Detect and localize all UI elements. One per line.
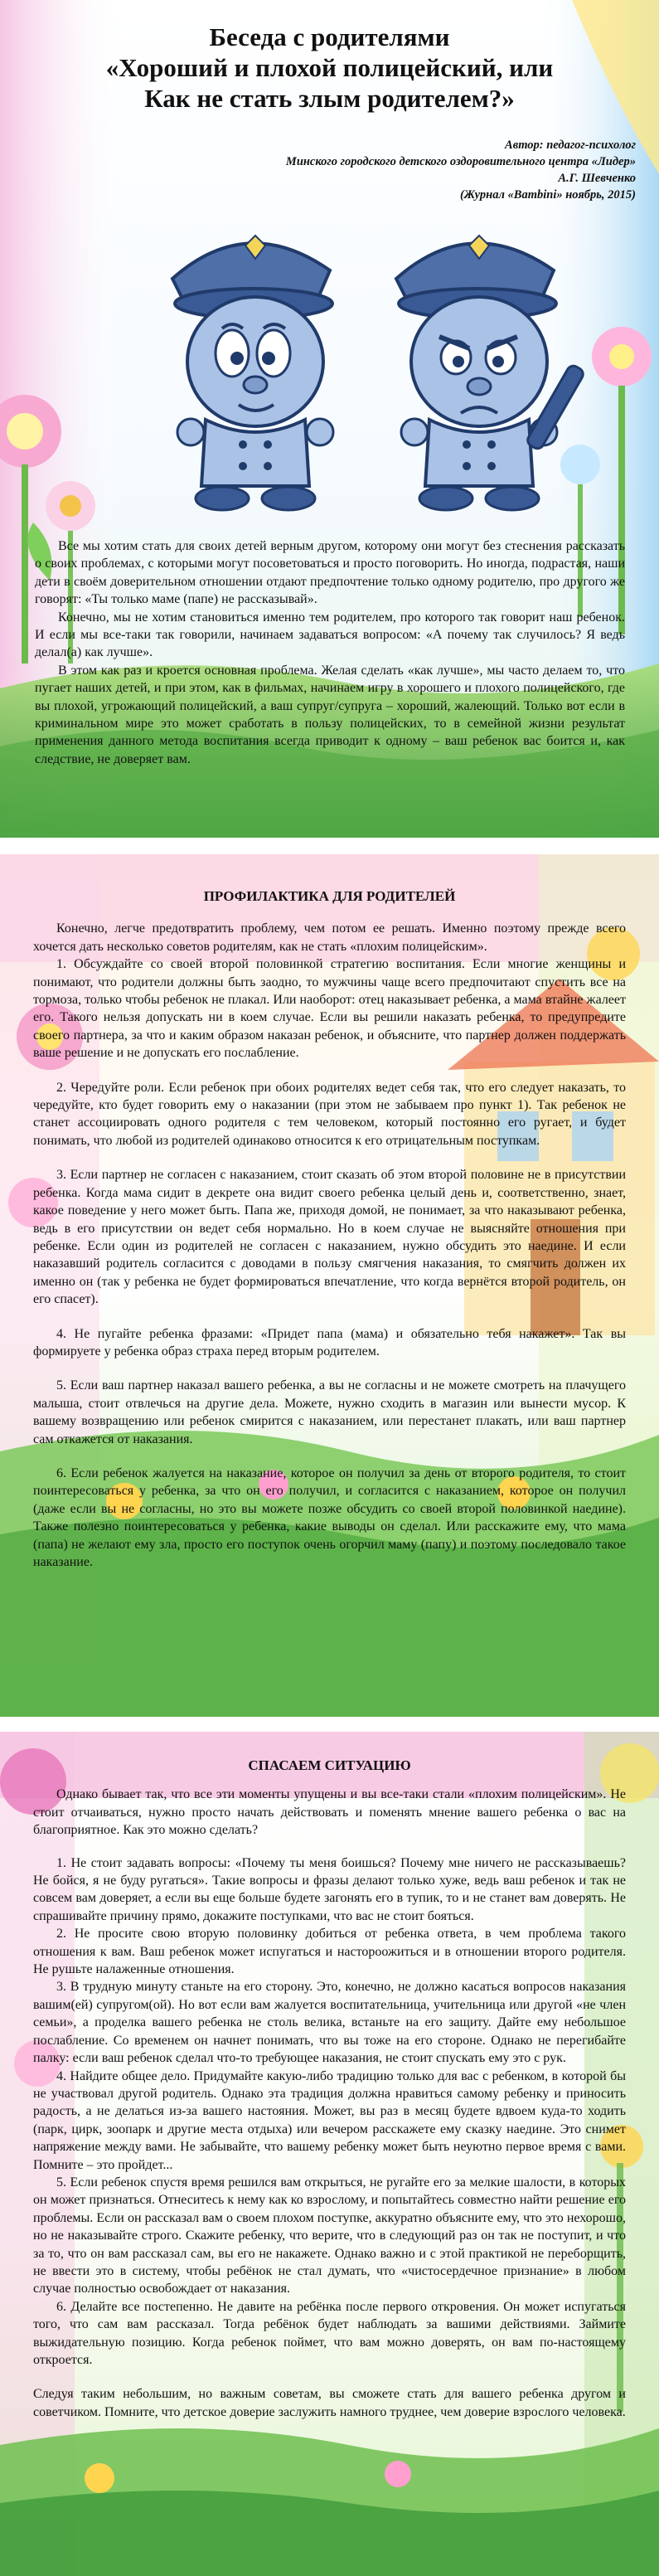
list-item: 6. Делайте все постепенно. Не давите на ребёнка после первого откровения. Он может испугаться того, что сам вам рассказал. Тогда ребёнок будет наблюдать за вашими действиями. Займите выжидательную позицию. Когда ребенок поймет, что вам можно доверять, он вам по-настоящему откроется. xyxy=(33,2299,626,2367)
prevention-list xyxy=(33,955,626,1571)
list-item: 1. Не стоит задавать вопросы: «Почему ты меня боишься? Почему мне ничего не рассказываешь? Не бойся, я не буду ругаться». Такие вопросы и фразы делают только хуже, ведь ваш ребенок и так не совсем вам доверяет, а если вы еще больше будете загонять его в тупик, то и не станет вам доверять. Не спрашивайте причину прямо, докажите поступками, что вас не стоит бояться. xyxy=(33,1855,626,1923)
bad-policeman-icon xyxy=(396,236,585,510)
section-heading: ПРОФИЛАКТИКА ДЛЯ РОДИТЕЛЕЙ xyxy=(203,888,456,904)
list-item: 1. Обсуждайте со своей второй половинкой стратегию воспитания. Если многие женщины и понимают, что родители должны быть заодно, то мужчины чаще всего предпочитают спустить все на тормоза, только чтобы ребенок не плакал. Или наоборот: отец наказывает ребенка, а мама втайне жалеет его. Такого нельзя допускать ни в коем случае. Если вы решили наказать ребенка, то предупредите своего партнера, за что и каким образом наказан ребенок, и объясните, что партнер должен поддержать ваше решение и не допускать его послабление. xyxy=(33,957,626,1061)
section-heading: СПАСАЕМ СИТУАЦИЮ xyxy=(248,1757,411,1773)
intro-paragraph: В этом как раз и кроется основная проблема. Желая сделать «как лучше», мы часто делаем то, что пугает наших детей, и при этом, как в фильмах, начинаем игру в хорошего и плохого полицейского, где вы плохой, угрожающий полицейский, а ваш супруг/супруга – хороший, жалеющий. Только вот если в криминальном мире это может сработать в пользу полицейских, то в семейной жизни результат применения данного метода воспитания всегда приводит к одному – ваш ребенок вас боится и, как следствие, не доверяет вам. xyxy=(35,663,625,766)
list-item: 2. Чередуйте роли. Если ребенок при обоих родителях ведет себя так, что его следует наказать, то чередуйте, кто будет говорить ему о наказании (при этом не забываем про пункт 1). Так ребенок не станет ассоциировать одного родителя с тем человеком, который постоянно его ругает, и будет понимать, что любой из родителей одинаково относится к его отрицательным поступкам. xyxy=(33,1080,626,1148)
list-item: 5. Если ваш партнер наказал вашего ребенка, а вы не согласны и не можете смотреть на плачущего малыша, стоит отвлечься на другие дела. Можете, нужно сходить в магазин или вынести мусор. К вашему возвращению или ребенок смирится с наказанием, или перестанет плакать, или ваш партнер сам откажется от наказания. xyxy=(33,1378,626,1446)
section-intro: Конечно, легче предотвратить проблему, чем потом ее решать. Именно поэтому прежде всего хочется дать несколько советов родителям, как не стать «плохим полицейским». xyxy=(33,921,626,954)
intro-paragraph: Конечно, мы не хотим становиться именно тем родителем, про которого так говорит наш ребенок. И если мы все-таки так говорили, начинаем задаваться вопросом: «А почему так случилось? Я ведь делал(а) как лучше». xyxy=(35,610,625,660)
police-illustration xyxy=(139,221,594,519)
solution-list xyxy=(33,1854,626,2369)
page-intro xyxy=(0,0,659,838)
list-item: 4. Найдите общее дело. Придумайте какую-либо традицию только для вас с ребенком, в которой бы не участвовал другой родитель. Однако эта традиция должна нравиться самому ребенку и приносить радость, а не делаться из-за вашего настояния. Может, вы раз в месяц будете вдвоем куда-то ходить (парк, цирк, зоопарк и другие места отдыха) или вечером расскажете ему сказку наедине. Это снимет напряжение между вами. Не забывайте, что вашему ребенку может быть неуютно первое время с вами. Помните – это пройдет... xyxy=(33,2068,626,2172)
article-title xyxy=(33,22,626,114)
page-solution xyxy=(0,1732,659,2576)
good-policeman-icon xyxy=(172,236,333,510)
list-item: 3. В трудную минуту станьте на его сторону. Это, конечно, не должно касаться вопросов наказания вашим(ей) супругом(ой). Но вот если вам жалуется воспитательница, учительница или другой «не член семьи», а проделка вашего ребенка не столь велика, встаньте на его защиту. Дайте ему небольшое послабление. Со временем он начнет понимать, что вы тоже на его стороне. Однако не перегибайте палку: если ваш ребенок сделал что-то требующее наказания, не стоит спускать ему это с рук. xyxy=(33,1980,626,2066)
author-block xyxy=(286,137,636,203)
list-item: 5. Если ребенок спустя время решился вам открыться, не ругайте его за мелкие шалости, в которых он может признаться. Отнеситесь к нему как ко взрослому, и попытайтесь совместно найти решение его проблемы. Если он рассказал вам о своем плохом поступке, аккуратно объясните ему, что это нехорошо, но не наказывайте строго. Скажите ребенку, что верите, что в следующий раз он так не поступит, и что за то, что он вам рассказал сам, вы его не накажете. Однако важно и с этой практикой не переборщить, не ввести это в систему, чтобы ребёнок не стал думать, что «чистосердечное признание» в любом случае полностью освобождает от наказания. xyxy=(33,2175,626,2297)
intro-paragraph: Все мы хотим стать для своих детей верным другом, которому они могут без стеснения рассказать о своих проблемах, с которыми могут посоветоваться и просто поговорить. Но иногда, подрастая, наши дети в своём доверительном отношении отдают предпочтение только одному родителю, про другого же говорят: «Ты только маме (папе) не рассказывай». xyxy=(35,539,625,607)
title-line: Как не стать злым родителем?» xyxy=(144,84,515,113)
section-intro: Однако бывает так, что все эти моменты упущены и вы все-таки стали «плохим полицейским». Не стоит отчаиваться, нужно просто начать действовать и поменять мнение вашего ребенка о вас на благоприятное. Как это можно сделать? xyxy=(33,1787,626,1838)
list-item: 2. Не просите свою вторую половинку добиться от ребенка ответа, в чем проблема такого отношения к вам. Ваш ребенок может испугаться и настороожиться и в отношении второго родителя. Не рушьте налаженные отношения. xyxy=(33,1927,626,1977)
author-role: Автор: педагог-психолог xyxy=(505,139,636,152)
author-name: А.Г. Шевченко xyxy=(558,172,636,185)
page1-content xyxy=(0,0,659,838)
title-line: Беседа с родителями xyxy=(209,22,450,51)
list-item: 4. Не пугайте ребенка фразами: «Придет папа (мама) и обязательно тебя накажет». Так вы формируете у ребенка образ страха перед вторым родителем. xyxy=(33,1326,626,1358)
page2-content xyxy=(0,854,659,1717)
list-item: 6. Если ребенок жалуется на наказание, которое он получил за день от второго родителя, то стоит поинтересоваться у ребенка, за что он его получил, и согласится с наказанием, которое он получил (даже если вы не согласны, но это вы можете позже обсудить со своей второй половинкой наедине). Также полезно поинтересоваться у ребенка, какие выводы он сделал. Или расскажите ему, что мама (папа) не желают ему зла, просто его поступок очень огорчил маму (папу) и поэтому последовало такое наказание. xyxy=(33,1465,626,1569)
page-prevention xyxy=(0,854,659,1717)
author-org: Минского городского детского оздоровительного центра «Лидер» xyxy=(285,155,636,168)
title-line: «Хороший и плохой полицейский, или xyxy=(105,53,554,82)
closing-paragraph: Следуя таким небольшим, но важным советам, вы сможете стать для вашего ребенка другом и советчиком. Помните, что детское доверие заслужить намного труднее, чем доверие взрослого человека. xyxy=(33,2387,626,2419)
intro-text xyxy=(35,537,625,768)
page3-content xyxy=(0,1732,659,2576)
list-item: 3. Если партнер не согласен с наказанием, стоит сказать об этом второй половине не в присутствии ребенка. Когда мама сидит в декрете она видит своего ребенка целый день и, соответственно, знает, какое поведение у него может быть. Папа же, приходя домой, не понимает, за что наказывают ребенка, ведь в его присутствии он ведет себя нормально. Но в коем случае не выясняйте отношения при ребенке. Если один из родителей не согласен с наказанием, нужно обсудить это наедине. И если наказавший родитель согласится с доводами в пользу смягчения наказания, то смягчить должен их именно он (так у ребенка не будет формироваться впечатление, что когда вернётся второй родитель, он его спасет). xyxy=(33,1168,626,1307)
author-source: (Журнал «Bambini» ноябрь, 2015) xyxy=(459,188,636,202)
